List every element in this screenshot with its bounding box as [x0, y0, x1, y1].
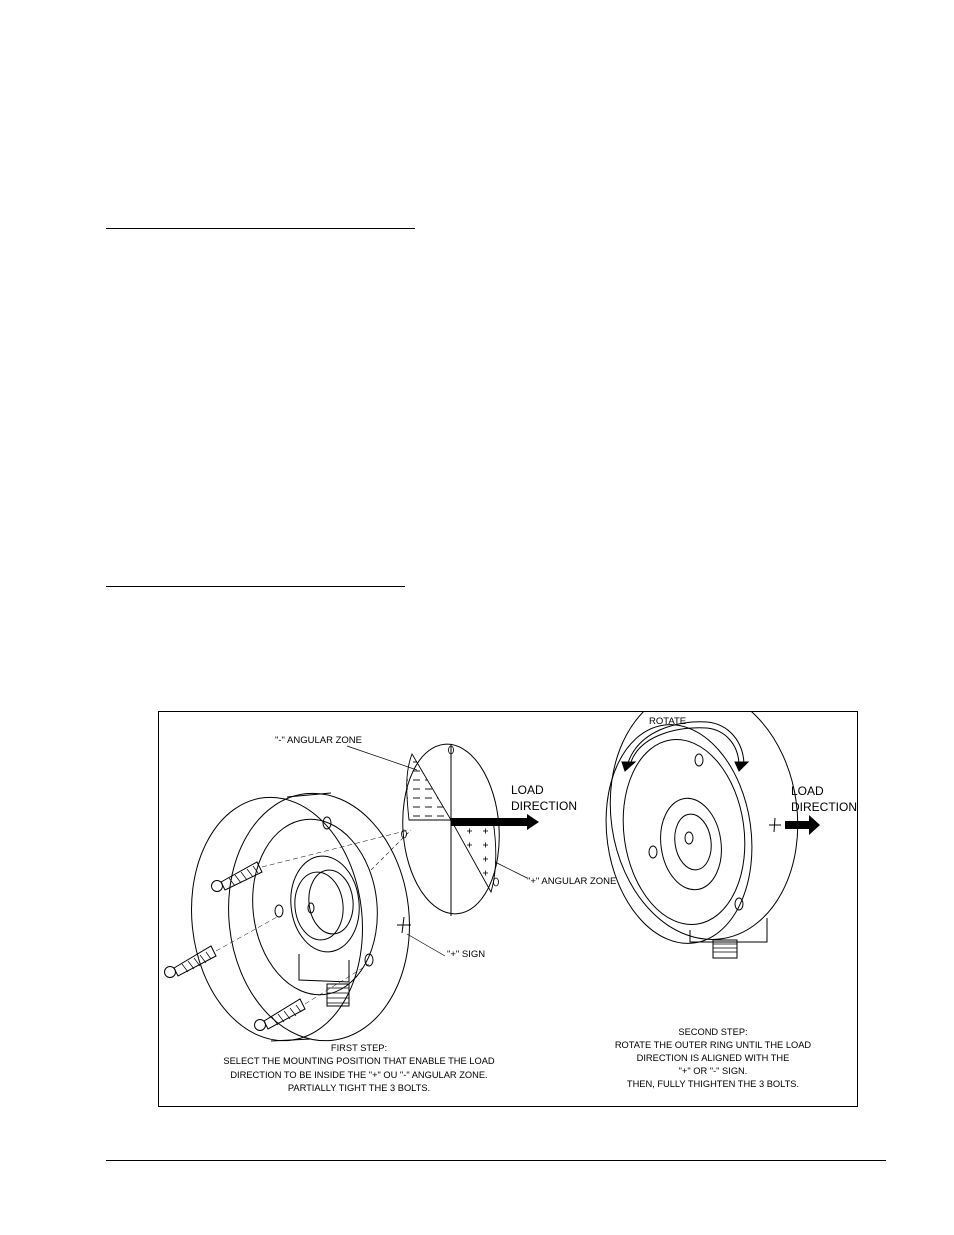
angular-zone-disc [371, 741, 539, 917]
load-direction-right-line2: DIRECTION [791, 800, 857, 814]
plus-sign-label: "+" SIGN [447, 949, 486, 960]
first-step-caption [223, 1043, 495, 1093]
load-arrow-right [785, 815, 820, 835]
second-step-line-3: DIRECTION IS ALIGNED WITH THE [636, 1053, 790, 1063]
minus-zone-label: "-" ANGULAR ZONE [275, 735, 362, 746]
load-direction-right-line1: LOAD [791, 784, 824, 798]
plus-zone-dots [451, 820, 496, 892]
first-step-line-3: DIRECTION TO BE INSIDE THE "+" OU "-" ANGULAR ZONE. [230, 1070, 488, 1080]
minus-zone-hatch [407, 754, 451, 820]
second-step-caption [615, 1027, 812, 1089]
first-step-line-1: FIRST STEP: [330, 1043, 388, 1053]
left-labels [275, 735, 616, 960]
first-step-line-2: SELECT THE MOUNTING POSITION THAT ENABLE THE LOAD [223, 1056, 495, 1066]
second-step-line-5: THEN, FULLY THIGHTEN THE 3 BOLTS. [626, 1079, 800, 1089]
second-step-line-4: "+" OR "-" SIGN. [678, 1066, 748, 1076]
section-rule-2 [106, 586, 405, 587]
right-sensor-assembly [592, 712, 813, 958]
left-sensor-assembly [180, 784, 422, 1049]
bolt-1 [212, 830, 410, 892]
section-rule-1 [106, 228, 415, 229]
bolts [165, 830, 410, 1031]
plus-zone-label: "+" ANGULAR ZONE [527, 876, 617, 887]
bolt-3 [255, 964, 370, 1031]
mounting-diagram [159, 712, 859, 1108]
first-step-line-4: PARTIALLY TIGHT THE 3 BOLTS. [287, 1083, 431, 1093]
mounting-figure [158, 711, 858, 1107]
rotate-label: ROTATE [649, 716, 687, 727]
bolt-2 [165, 917, 278, 978]
second-step-line-2: ROTATE THE OUTER RING UNTIL THE LOAD [614, 1040, 812, 1050]
footer-rule [106, 1160, 886, 1161]
load-direction-left-line1: LOAD [511, 783, 544, 797]
second-step-line-1: SECOND STEP: [678, 1027, 748, 1037]
load-direction-left-line2: DIRECTION [511, 799, 577, 813]
